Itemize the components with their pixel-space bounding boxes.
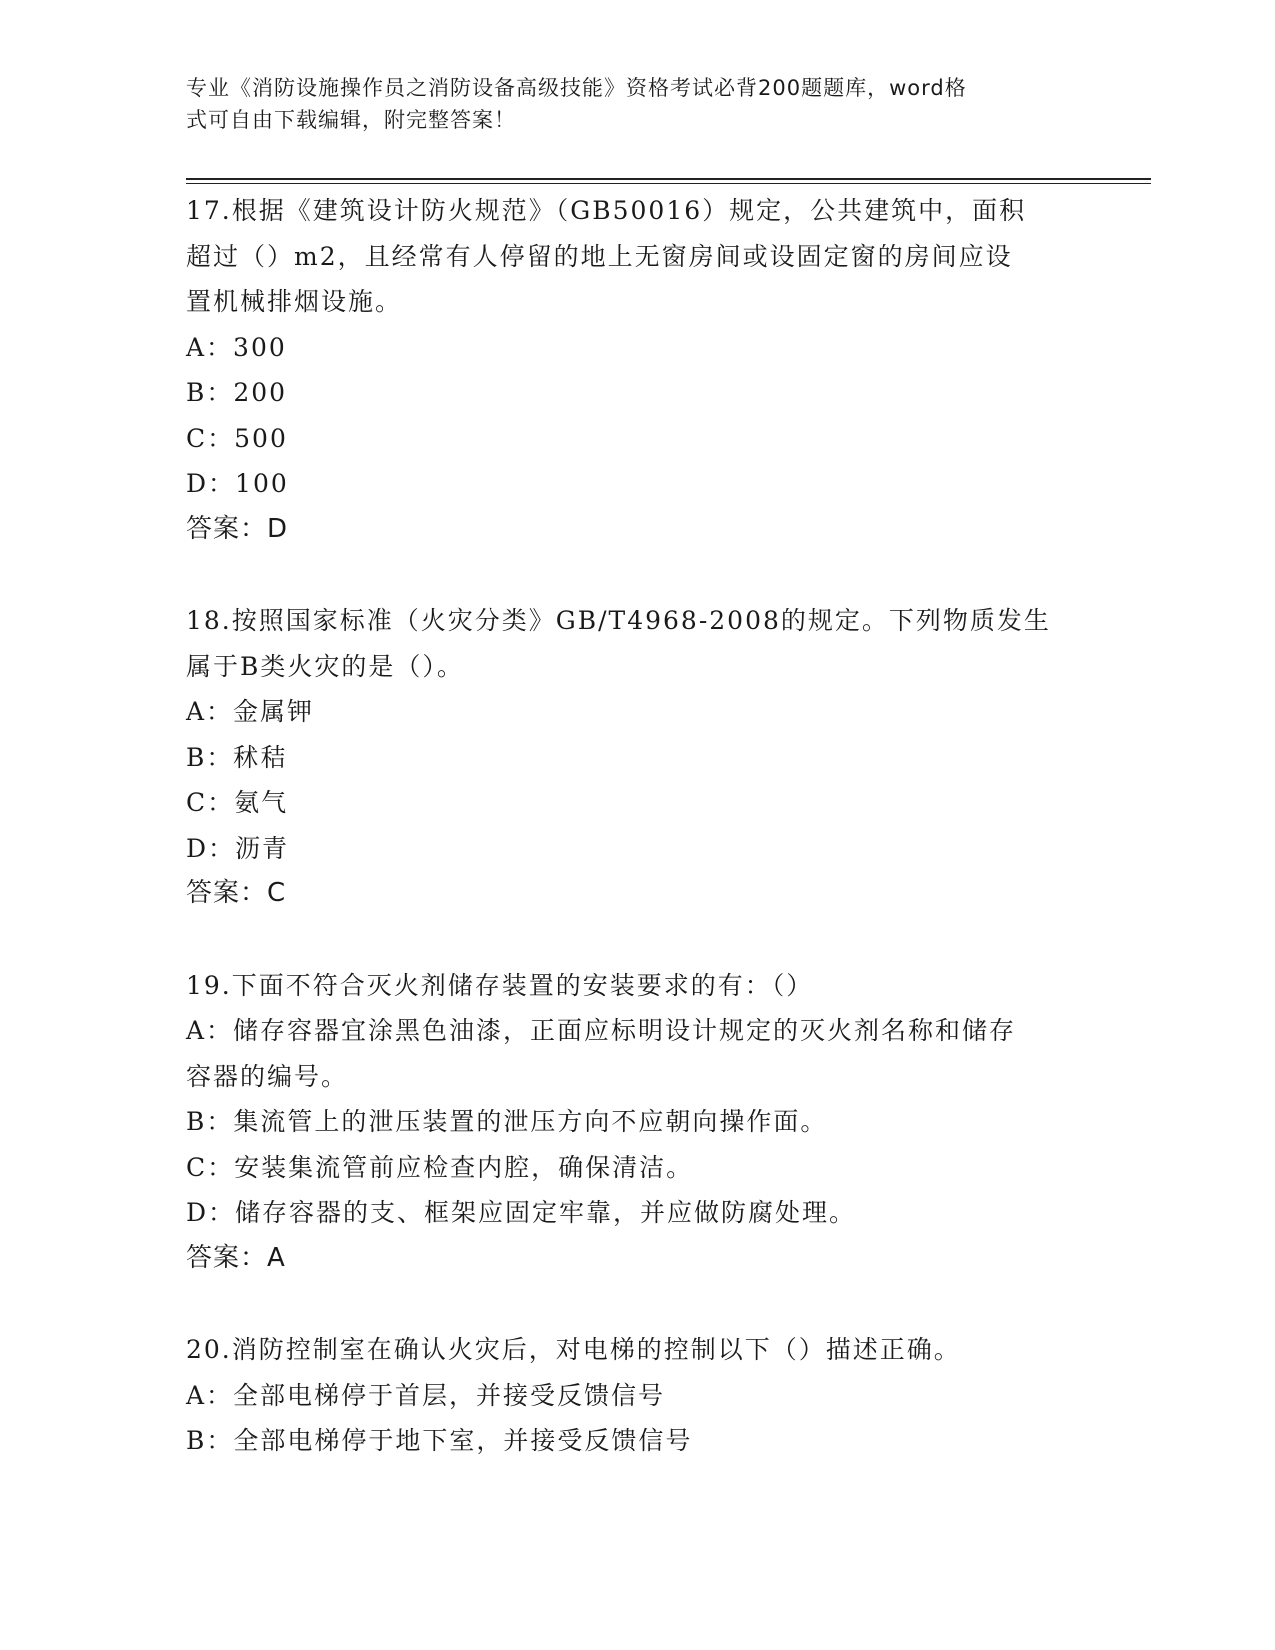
- question-17: [186, 188, 1086, 552]
- option-b: B：秫秸: [186, 742, 288, 772]
- header-intro-line-2: 式可自由下载编辑，附完整答案！: [186, 108, 516, 132]
- option-d: D：沥青: [186, 833, 290, 863]
- option-a: A：300: [186, 332, 287, 362]
- question-19: [186, 963, 1086, 1282]
- question-stem-line: 19.下面不符合灭火剂储存装置的安装要求的有：（）: [186, 970, 814, 1000]
- header-divider-thick: [186, 178, 1151, 180]
- option-c: C：氨气: [186, 788, 289, 817]
- option-a: A：全部电梯停于首层，并接受反馈信号: [186, 1380, 666, 1410]
- question-18: [186, 598, 1086, 917]
- option-b: B：200: [186, 378, 288, 407]
- option-a: A：金属钾: [186, 697, 315, 726]
- option-b: B：集流管上的泄压装置的泄压方向不应朝向操作面。: [186, 1107, 828, 1136]
- question-stem-line: 超过（）m2，且经常有人停留的地上无窗房间或设固定窗的房间应设: [186, 241, 1013, 271]
- question-stem-line: 17.根据《建筑设计防火规范》（GB50016）规定，公共建筑中，面积: [186, 196, 1027, 225]
- question-20: [186, 1327, 1086, 1464]
- question-stem-line: 18.按照国家标准（火灾分类》GB/T4968-2008的规定。下列物质发生: [186, 606, 1051, 635]
- question-stem-line: 置机械排烟设施。: [186, 287, 403, 316]
- answer-line: 答案：A: [186, 1242, 286, 1273]
- question-stem-line: 属于B类火灾的是（）。: [186, 651, 464, 681]
- option-c: C：安装集流管前应检查内腔，确保清洁。: [186, 1152, 694, 1182]
- question-list: [186, 188, 1086, 1510]
- question-stem-line: 20.消防控制室在确认火灾后，对电梯的控制以下（）描述正确。: [186, 1335, 961, 1364]
- answer-line: 答案：D: [186, 513, 289, 544]
- document-header: [186, 72, 1066, 136]
- option-c: C：500: [186, 423, 288, 453]
- option-d: D：储存容器的支、框架应固定牢靠，并应做防腐处理。: [186, 1198, 857, 1227]
- header-divider-thin: [186, 183, 1151, 184]
- option-d: D：100: [186, 469, 289, 498]
- option-a-continued: 容器的编号。: [186, 1061, 349, 1091]
- answer-line: 答案：C: [186, 878, 287, 908]
- header-intro-line-1: 专业《消防设施操作员之消防设备高级技能》资格考试必背200题题库，word格: [186, 76, 967, 100]
- option-a: A：储存容器宜涂黑色油漆，正面应标明设计规定的灭火剂名称和储存: [186, 1016, 1017, 1045]
- option-b: B：全部电梯停于地下室，并接受反馈信号: [186, 1426, 693, 1455]
